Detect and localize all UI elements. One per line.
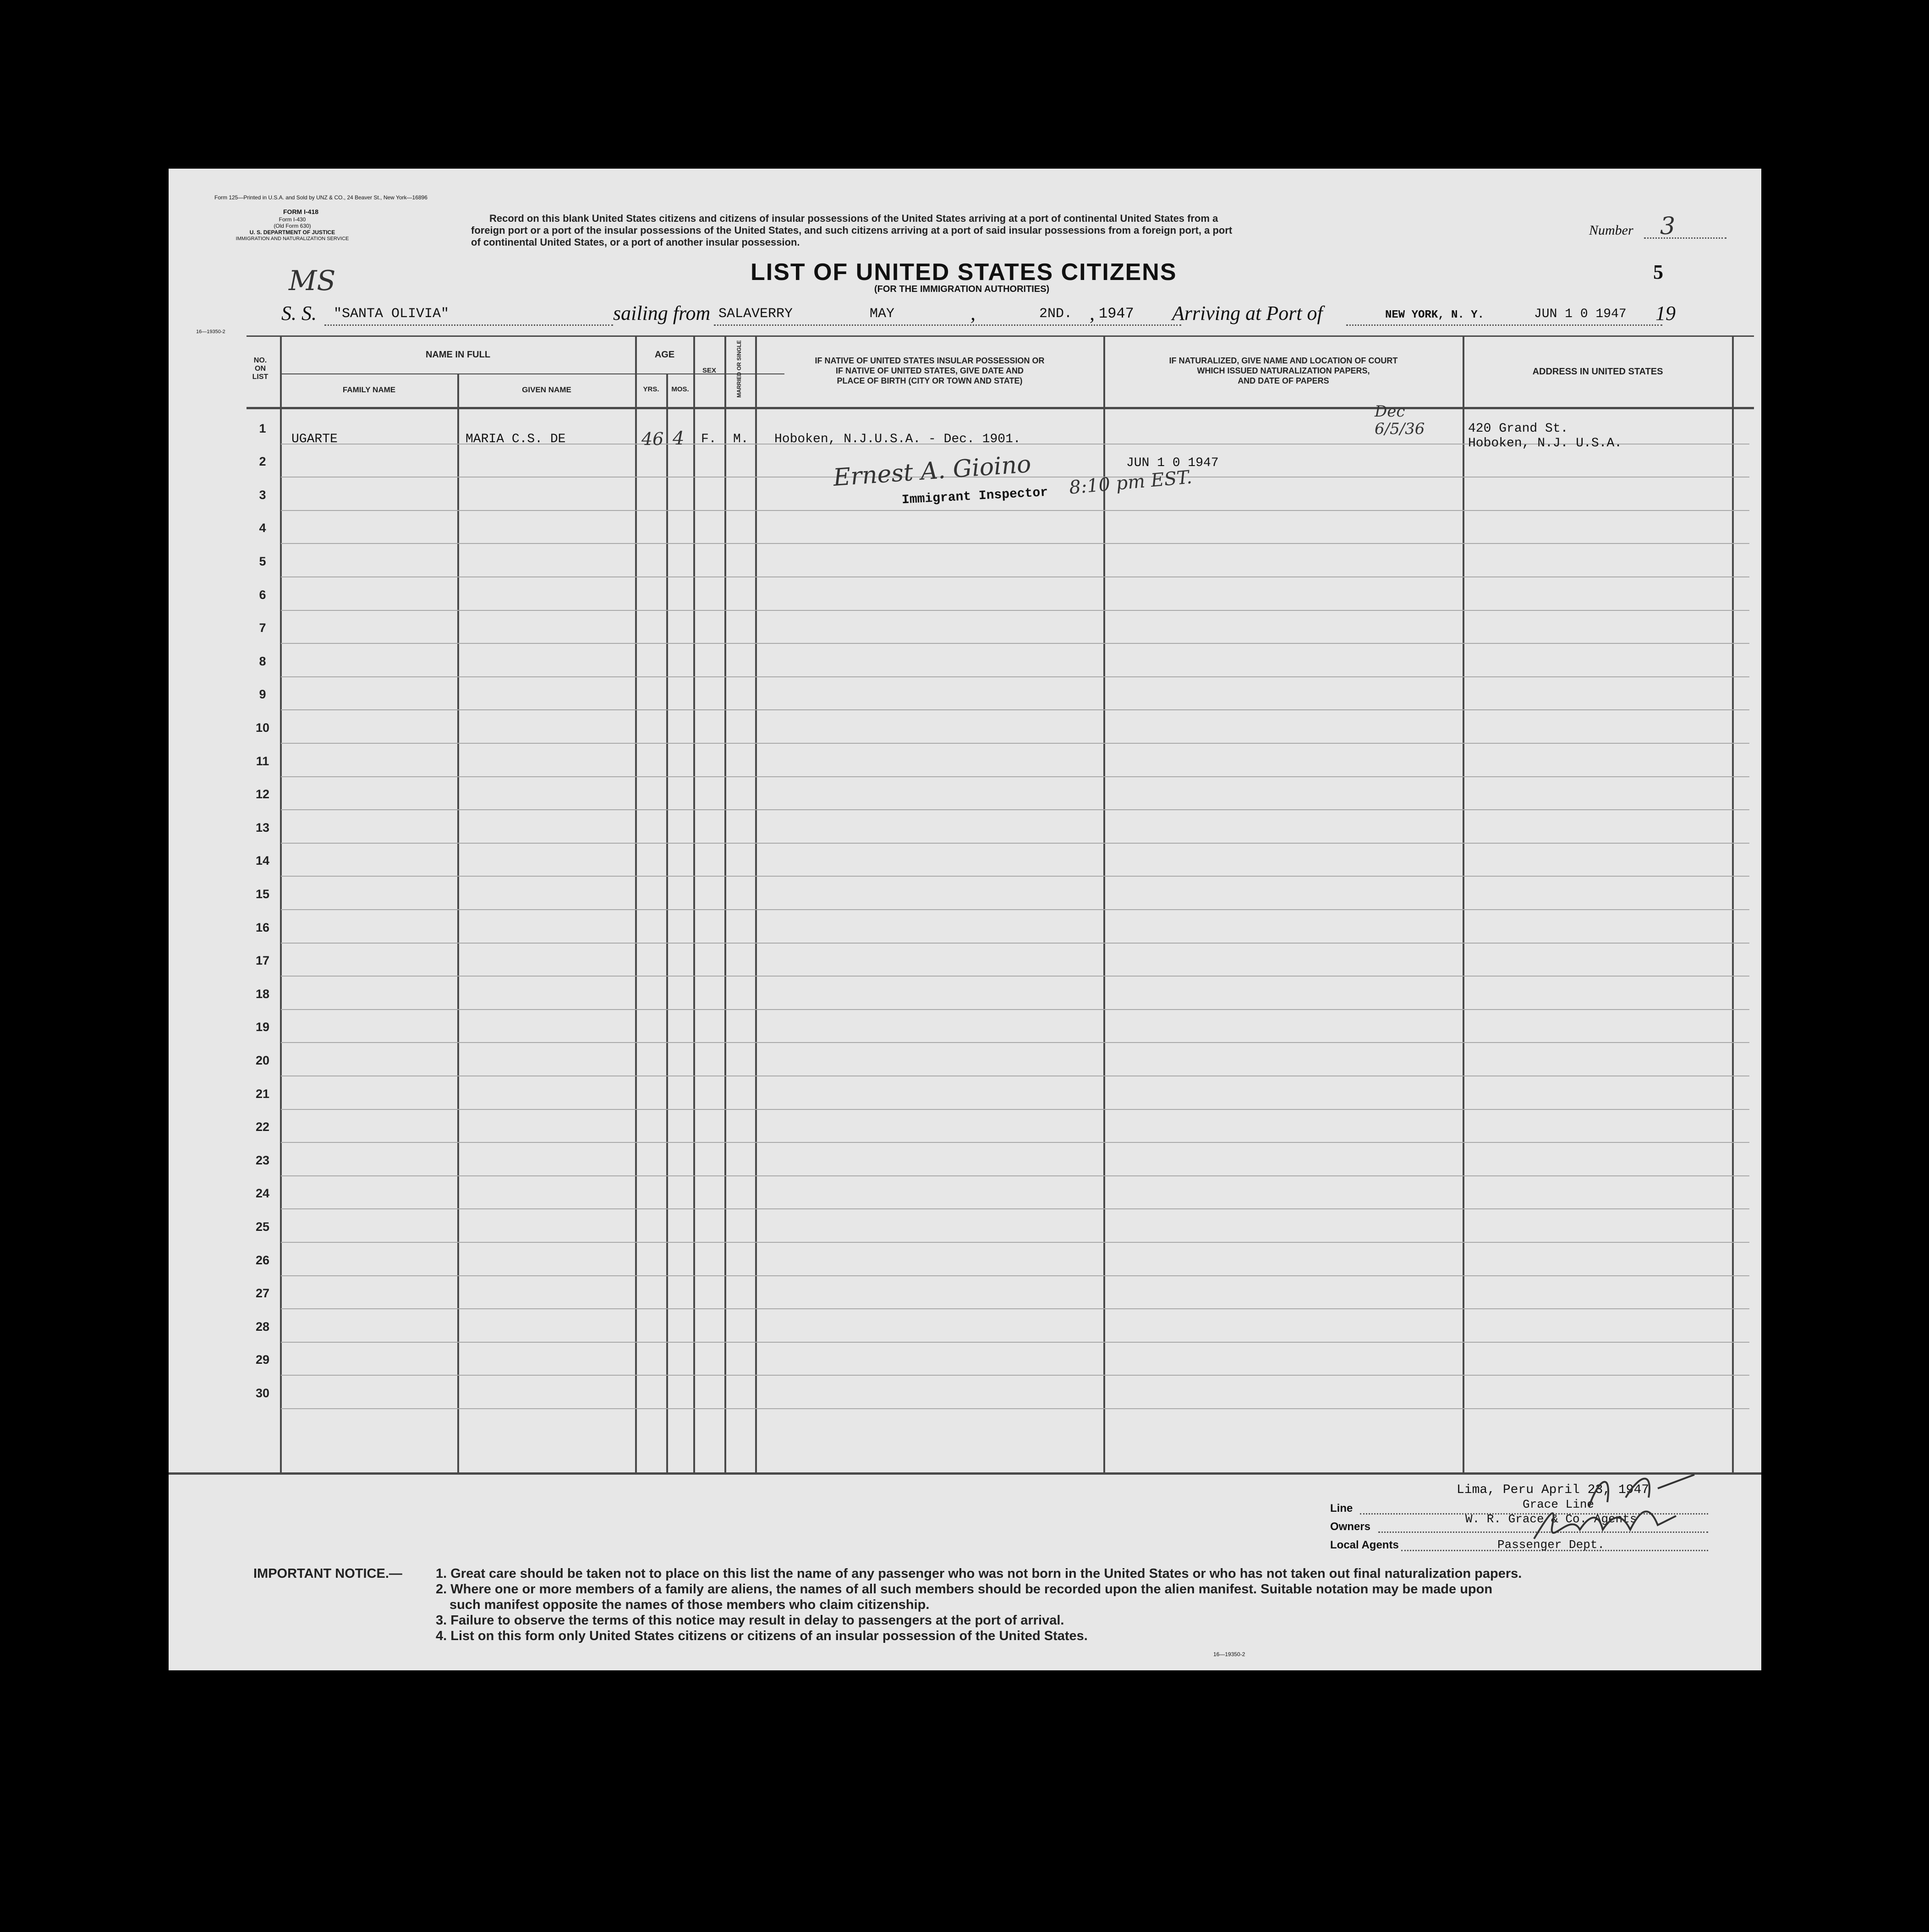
row-line [281, 843, 1749, 844]
row-number: 8 [259, 654, 266, 668]
col-border [693, 335, 695, 1472]
row-number: 2 [259, 455, 266, 468]
sailing-label: sailing from [613, 302, 711, 324]
col-border [724, 335, 726, 1472]
header-given-name: GIVEN NAME [522, 385, 571, 394]
entry-naturalized-note: Dec [1375, 402, 1405, 421]
row-line [281, 1308, 1749, 1309]
page-number: 5 [1653, 261, 1663, 283]
row-line [281, 1009, 1749, 1010]
row-line [281, 909, 1749, 910]
arriving-label: Arriving at Port of [1172, 302, 1323, 324]
signoff-agents-value: Passenger Dept. [1497, 1538, 1605, 1552]
header-naturalized-line: WHICH ISSUED NATURALIZATION PAPERS, [1197, 366, 1370, 375]
entry-address-line1: 420 Grand St. [1468, 422, 1568, 436]
header-no [237, 357, 283, 381]
form-stamp: FORM I-418 [283, 208, 319, 215]
header-no-line: LIST [252, 373, 269, 381]
col-border [1732, 335, 1734, 1472]
header-family-name: FAMILY NAME [342, 385, 396, 394]
form-subtitle: (FOR THE IMMIGRATION AUTHORITIES) [874, 284, 1050, 294]
row-line [281, 1109, 1749, 1110]
row-line [281, 1208, 1749, 1209]
header-naturalized [1104, 356, 1463, 386]
row-line [281, 610, 1749, 611]
row-line [281, 1242, 1749, 1243]
header-married: MARRIED OR SINGLE [736, 340, 742, 398]
entry-given-name: MARIA C.S. DE [466, 432, 566, 446]
form-id-block [224, 216, 361, 242]
header-no-line: ON [255, 365, 266, 373]
sailing-month: MAY [870, 306, 895, 322]
header-naturalized-line: IF NATURALIZED, GIVE NAME AND LOCATION OF COURT [1169, 356, 1398, 365]
entry-yrs: 46 [641, 429, 664, 449]
header-mos: MOS. [671, 385, 689, 393]
signoff-owners-label: Owners [1330, 1520, 1371, 1533]
printer-line: Form 125—Printed in U.S.A. and Sold by UNZ & CO., 24 Beaver St., New York—16896 [214, 194, 427, 201]
header-address: ADDRESS IN UNITED STATES [1532, 367, 1663, 377]
row-number: 30 [255, 1386, 270, 1400]
row-number: 23 [255, 1153, 270, 1167]
row-number: 12 [255, 787, 270, 801]
table-top-border [247, 335, 1754, 337]
row-line [281, 1375, 1749, 1376]
sailing-day: 2ND. [1039, 306, 1073, 322]
signoff-place-date: Lima, Peru April 23, 1947 [1457, 1483, 1650, 1497]
row-line [281, 1408, 1749, 1409]
ship-dotline [324, 324, 613, 326]
form-id-line: U. S. DEPARTMENT OF JUSTICE [249, 229, 335, 236]
header-name-in-full: NAME IN FULL [425, 350, 491, 360]
row-number: 29 [255, 1353, 270, 1367]
row-number: 6 [259, 588, 266, 602]
entry-naturalized-date: 6/5/36 [1375, 420, 1425, 438]
entry-family-name: UGARTE [291, 432, 338, 446]
entry-sex: F. [701, 432, 717, 446]
entry-married: M. [733, 432, 749, 446]
header-sex: SEX [702, 367, 716, 374]
inspection-stamp: JUN 1 0 1947 [1126, 456, 1219, 470]
notice-item: 3. Failure to observe the terms of this notice may result in delay to passengers at the port of arrival. [436, 1613, 1064, 1628]
notice-item: such manifest opposite the names of those members who claim citizenship. [449, 1597, 930, 1612]
notice-heading: IMPORTANT NOTICE.— [253, 1566, 402, 1581]
header-native-line: PLACE OF BIRTH (CITY OR TOWN AND STATE) [837, 376, 1023, 385]
notice-item: 2. Where one or more members of a family are aliens, the names of all such members should be recorded upon the alien manifest. Suitable notation may be made upon [436, 1582, 1493, 1597]
header-yrs: YRS. [643, 385, 659, 393]
row-line [281, 776, 1749, 777]
row-line [281, 709, 1749, 710]
port-to-dotline [1346, 324, 1662, 326]
port-to: NEW YORK, N. Y. [1385, 309, 1485, 321]
number-label: Number [1589, 223, 1633, 238]
arrival-stamp: JUN 1 0 1947 [1534, 307, 1627, 321]
year-prefix: 19 [1655, 302, 1676, 324]
inspector-signature: Ernest A. Gioino [832, 450, 1032, 492]
header-native-line: IF NATIVE OF UNITED STATES INSULAR POSSESSION OR [815, 356, 1045, 365]
instructions [471, 213, 1539, 248]
comma: , [1090, 302, 1095, 324]
form-title: LIST OF UNITED STATES CITIZENS [751, 259, 1177, 285]
notice-item: 4. List on this form only United States citizens or citizens of an insular possession of the United States. [436, 1629, 1088, 1643]
row-number: 16 [255, 921, 270, 934]
port-from: SALAVERRY [718, 306, 793, 322]
header-native-line: IF NATIVE OF UNITED STATES, GIVE DATE AND [835, 366, 1024, 375]
inspector-time: 8:10 pm EST. [1068, 467, 1193, 499]
row-line [281, 976, 1749, 977]
ss-label: S. S. [281, 302, 317, 324]
row-number: 3 [259, 488, 266, 502]
col-border [635, 335, 637, 1472]
footer-code: 16—19350-2 [1213, 1651, 1245, 1658]
number-dotline [1644, 237, 1726, 239]
row-number: 7 [259, 621, 266, 635]
row-number: 27 [255, 1286, 270, 1300]
ship-name: "SANTA OLIVIA" [334, 306, 449, 322]
row-line [281, 943, 1749, 944]
signoff-agents-label: Local Agents [1330, 1539, 1399, 1551]
row-number: 15 [255, 887, 270, 901]
row-number: 1 [259, 422, 266, 435]
col-border [457, 373, 459, 1472]
row-line [281, 1275, 1749, 1276]
signoff-line-label: Line [1330, 1502, 1353, 1515]
signoff-line-value: Grace Line [1523, 1498, 1595, 1511]
agent-signature [1520, 1461, 1713, 1553]
row-number: 5 [259, 554, 266, 568]
header-age: AGE [654, 350, 675, 360]
header-no-line: NO. [253, 357, 267, 364]
row-number: 17 [255, 954, 270, 967]
row-number: 22 [255, 1120, 270, 1134]
row-line [281, 1142, 1749, 1143]
row-number: 24 [255, 1186, 270, 1200]
row-line [281, 510, 1749, 511]
row-number: 21 [255, 1087, 270, 1101]
row-number: 26 [255, 1253, 270, 1267]
col-border [1103, 335, 1105, 1472]
comma: , [970, 302, 975, 324]
row-line [281, 543, 1749, 544]
entry-address-line2: Hoboken, N.J. U.S.A. [1468, 436, 1622, 450]
margin-note: MS [289, 265, 336, 297]
row-line [281, 576, 1749, 577]
row-number: 11 [256, 754, 269, 768]
col-border [1463, 335, 1464, 1472]
age-subheader-line [636, 373, 693, 374]
instruction-line: foreign port or a port of the insular possessions of the United States, and such citizens arriving at a port of said insular possessions from a foreign port, a port [471, 225, 1233, 236]
side-code: 16—19350-2 [196, 329, 225, 335]
row-number: 14 [255, 854, 270, 867]
sailing-year: 1947 [1099, 305, 1134, 322]
row-line [281, 1175, 1749, 1176]
row-line [281, 676, 1749, 677]
port-from-dotline [714, 324, 1181, 326]
form-id-line: Form I-430 [279, 216, 306, 223]
header-native [756, 356, 1103, 386]
notice-item: 1. Great care should be taken not to place on this list the name of any passenger who was not born in the United States or who has not taken out final naturalization papers. [436, 1566, 1522, 1581]
col-border [755, 335, 757, 1472]
inspector-title: Immigrant Inspector [901, 485, 1048, 508]
row-number: 10 [255, 721, 270, 735]
row-line [281, 1042, 1749, 1043]
row-number: 20 [255, 1054, 270, 1067]
instruction-line: Record on this blank United States citizens and citizens of insular possessions of the United States arriving at a port of continental United States from a [489, 213, 1218, 224]
entry-birth: Hoboken, N.J.U.S.A. - Dec. 1901. [774, 432, 1021, 446]
form-id-line: (Old Form 630) [274, 223, 311, 229]
row-number: 9 [259, 687, 266, 701]
entry-mos: 4 [673, 428, 685, 449]
header-bottom-border [247, 407, 1754, 409]
row-line [281, 809, 1749, 810]
row-line [281, 876, 1749, 877]
header-naturalized-line: AND DATE OF PAPERS [1238, 376, 1329, 385]
row-number: 18 [255, 987, 270, 1001]
form-id-line: IMMIGRATION AND NATURALIZATION SERVICE [236, 236, 349, 242]
row-number: 25 [255, 1220, 270, 1234]
row-number: 19 [255, 1020, 270, 1034]
row-number: 13 [255, 821, 270, 834]
col-border [666, 373, 668, 1472]
row-number: 28 [255, 1320, 270, 1334]
row-line [281, 743, 1749, 744]
manifest-sheet [169, 169, 1761, 1670]
number-value: 3 [1660, 213, 1676, 240]
col-border [280, 335, 282, 1472]
signoff-owners-value: W. R. Grace & Co. Agents [1465, 1512, 1637, 1526]
row-number: 4 [259, 521, 266, 535]
row-line [281, 643, 1749, 644]
instruction-line: of continental United States, or a port of another insular possession. [471, 236, 800, 248]
row-line [281, 1342, 1749, 1343]
